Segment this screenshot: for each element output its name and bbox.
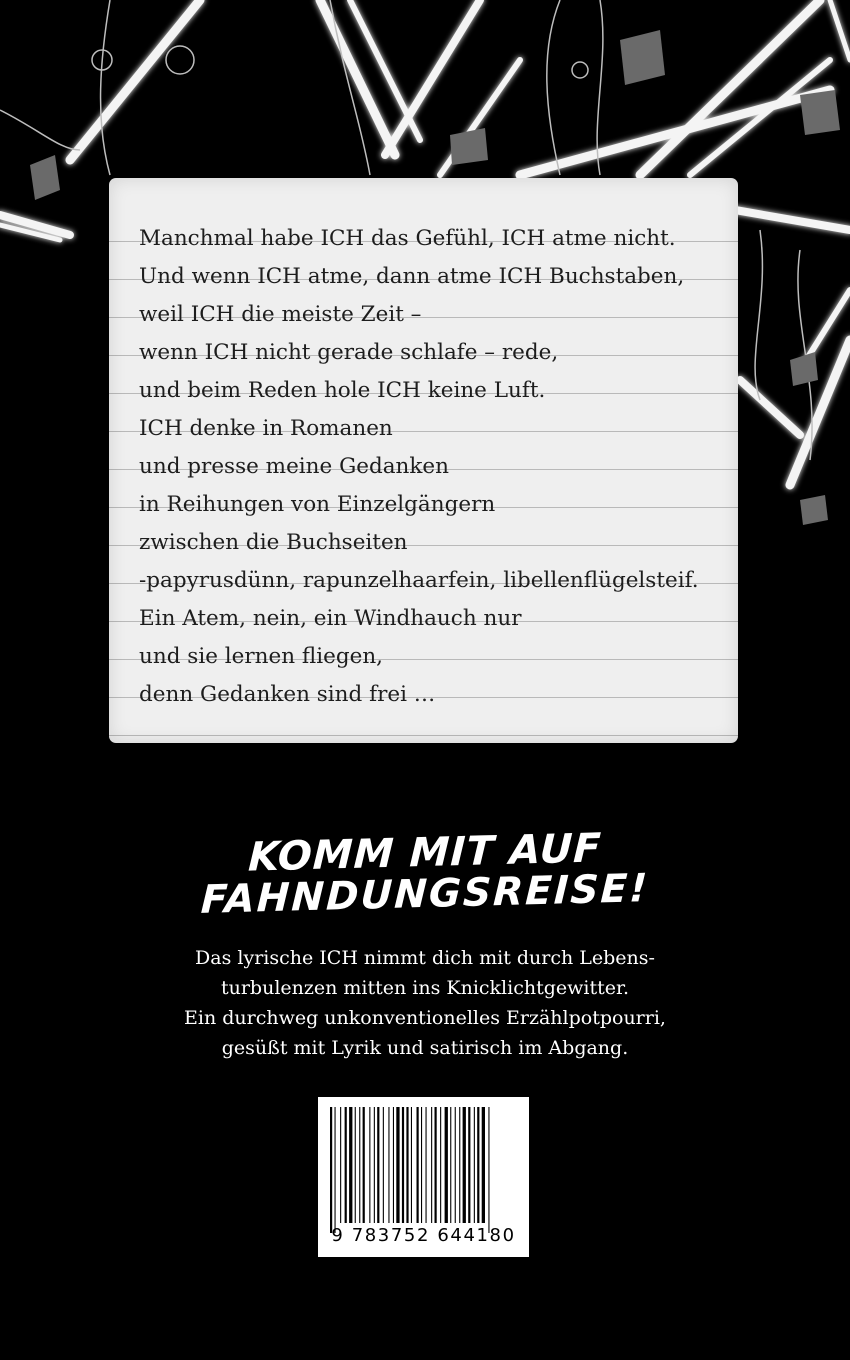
poem-line: weil ICH die meiste Zeit – (139, 302, 422, 327)
poem-line: denn Gedanken sind frei … (139, 682, 436, 707)
poem-line: Manchmal habe ICH das Gefühl, ICH atme nicht. (139, 226, 676, 251)
barcode-bar (388, 1107, 389, 1223)
barcode-bar (349, 1107, 352, 1223)
barcode-bar (459, 1107, 460, 1223)
barcode-bar (426, 1107, 427, 1223)
barcode-bar (330, 1107, 332, 1233)
poem-line: und sie lernen fliegen, (139, 644, 383, 669)
barcode-bar (431, 1107, 432, 1223)
poem-line: Ein Atem, nein, ein Windhauch nur (139, 606, 522, 631)
poem-line: in Reihungen von Einzelgängern (139, 492, 496, 517)
barcode-bar (383, 1107, 384, 1223)
barcode-bar (468, 1107, 470, 1223)
barcode-bar (396, 1107, 399, 1223)
isbn-barcode (318, 1097, 529, 1257)
barcode-bar (335, 1107, 336, 1233)
barcode-bar (474, 1107, 475, 1223)
barcode-bar (417, 1107, 419, 1223)
poem-line: zwischen die Buchseiten (139, 530, 408, 555)
barcode-bar (345, 1107, 347, 1223)
poem-note-card (109, 178, 738, 743)
barcode-bar (440, 1107, 441, 1223)
barcode-bar (406, 1107, 408, 1223)
barcode-bar (455, 1107, 456, 1223)
barcode-bar (435, 1107, 437, 1223)
poem-line: wenn ICH nicht gerade schlafe – rede, (139, 340, 559, 365)
slogan-line-1: KOMM MIT AUF (247, 825, 603, 881)
poem-line: und beim Reden hole ICH keine Luft. (139, 378, 546, 403)
poem-line: -papyrusdünn, rapunzelhaarfein, libellenflügelsteif. (139, 568, 699, 593)
poem-line: und presse meine Gedanken (139, 454, 449, 479)
barcode-bar (374, 1107, 375, 1223)
barcode-bar (477, 1107, 479, 1223)
poem-text (139, 220, 699, 714)
back-cover-blurb (0, 943, 850, 1063)
poem-line: Und wenn ICH atme, dann atme ICH Buchstaben, (139, 264, 685, 289)
blurb-line: Das lyrische ICH nimmt dich mit durch Lebens- (195, 947, 655, 969)
barcode-bar (363, 1107, 365, 1223)
barcode-bar (393, 1107, 394, 1223)
barcode-bar (445, 1107, 448, 1223)
isbn-number: 9 783752 644180 (331, 1225, 516, 1246)
barcode-bar (463, 1107, 466, 1223)
barcode-bar (482, 1107, 485, 1223)
slogan-line-2: FAHNDUNGSREISE! (199, 866, 651, 923)
barcode-bar (369, 1107, 370, 1223)
blurb-line: gesüßt mit Lyrik und satirisch im Abgang. (221, 1037, 629, 1059)
barcode-bar (377, 1107, 379, 1223)
blurb-line: Ein durchweg unkonventionelles Erzählpotpourri, (184, 1007, 666, 1029)
poem-line: ICH denke in Romanen (139, 416, 393, 441)
barcode-bar (488, 1107, 489, 1233)
barcode-bar (402, 1107, 404, 1223)
barcode-bar (450, 1107, 451, 1223)
barcode-bar (421, 1107, 422, 1223)
barcode-bar (340, 1107, 341, 1223)
barcode-bar (411, 1107, 412, 1223)
barcode-bar (359, 1107, 360, 1223)
blurb-line: turbulenzen mitten ins Knicklichtgewitter. (220, 977, 630, 999)
barcode-bar (355, 1107, 356, 1223)
